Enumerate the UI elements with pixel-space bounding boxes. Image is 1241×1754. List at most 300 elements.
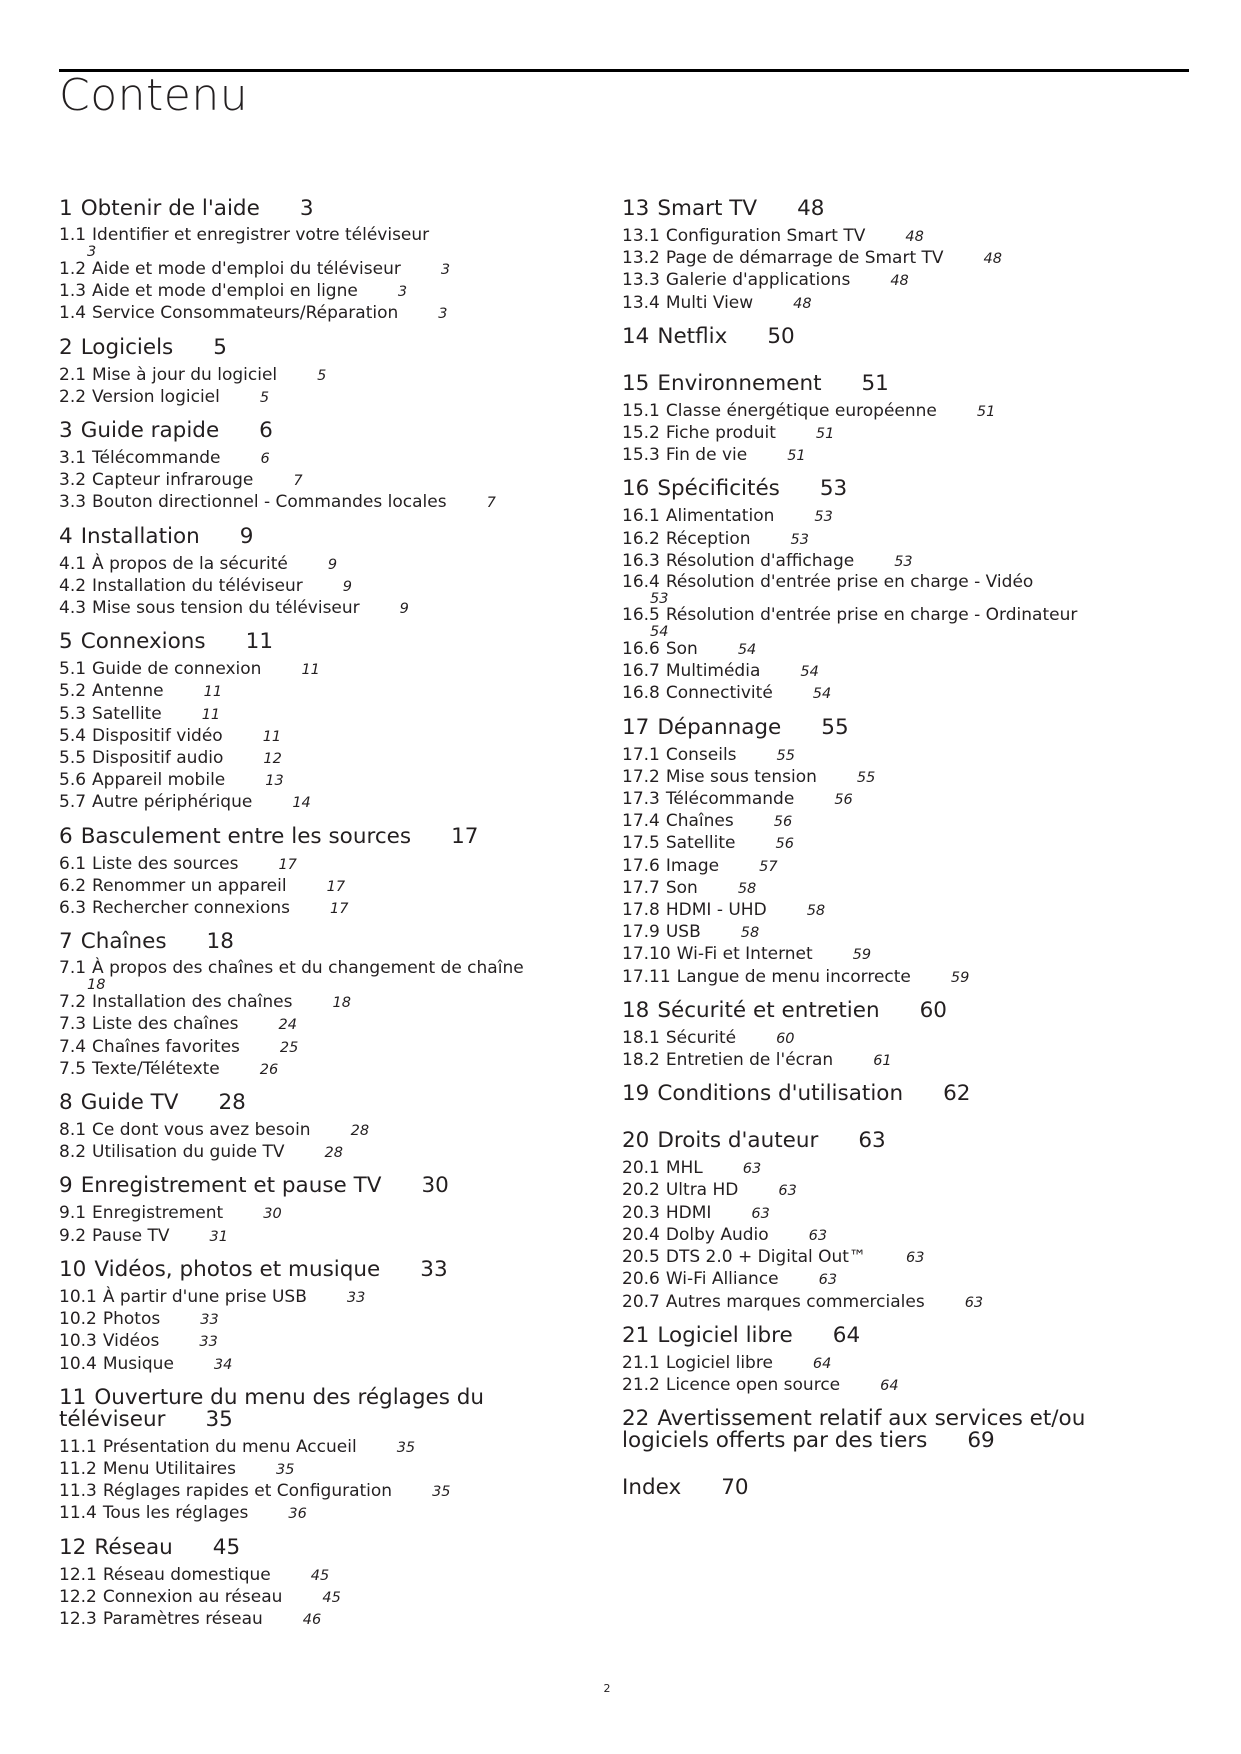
entry-page: 53 (790, 531, 809, 548)
toc-section (622, 370, 1142, 468)
section-title: Avertissement relatif aux services et/ou logiciels offerts par des tiers (622, 1406, 1086, 1454)
toc-entry[interactable] (59, 1587, 579, 1609)
toc-section (59, 631, 579, 814)
toc-section-heading[interactable] (59, 1384, 579, 1432)
toc-section-heading[interactable] (59, 1534, 579, 1560)
entry-page: 46 (302, 1611, 322, 1628)
entry-number: 18.1 (622, 1027, 660, 1048)
toc-entry[interactable] (622, 878, 1142, 900)
toc-entry[interactable] (59, 792, 579, 814)
section-page: 6 (259, 418, 273, 444)
toc-entry[interactable] (622, 551, 1142, 573)
toc-entry[interactable] (622, 1292, 1142, 1314)
entry-number: 20.7 (622, 1291, 660, 1312)
entry-number: 8.1 (59, 1120, 87, 1141)
entry-title: MHL (665, 1158, 703, 1179)
toc-section (622, 714, 1142, 989)
entry-title: Installation du téléviseur (92, 575, 303, 596)
entry-title: Connexion au réseau (102, 1586, 283, 1607)
toc-entry[interactable] (59, 1565, 579, 1587)
toc-entry[interactable] (59, 1609, 579, 1631)
entry-number: 6.1 (59, 853, 87, 874)
entry-title: Autres marques commerciales (665, 1291, 925, 1312)
entry-page: 33 (200, 1312, 219, 1329)
toc-entry[interactable] (622, 944, 1142, 966)
entry-number: 16.6 (622, 639, 660, 660)
toc-section-heading[interactable] (622, 1322, 1142, 1348)
toc-entry[interactable] (59, 1459, 579, 1481)
section-page: 51 (861, 370, 889, 396)
section-number: 2 (59, 334, 73, 360)
entry-number: 17.6 (622, 855, 660, 876)
entry-page: 7 (293, 473, 303, 490)
toc-entry[interactable] (622, 833, 1142, 855)
entry-title: Service Consommateurs/Réparation (92, 303, 399, 324)
section-number: 17 (622, 714, 650, 740)
toc-entry[interactable] (622, 1050, 1142, 1072)
entry-page: 9 (342, 578, 352, 595)
entry-page: 30 (263, 1206, 282, 1223)
toc-entry[interactable] (59, 259, 579, 281)
entry-title: Identifier et enregistrer votre téléviseur (92, 225, 430, 245)
entry-number: 5.7 (59, 792, 87, 813)
entry-page: 6 (260, 451, 270, 468)
toc-section-heading[interactable] (622, 1130, 1142, 1152)
toc-section (59, 1092, 579, 1164)
toc-entry[interactable] (59, 770, 579, 792)
toc-entry[interactable] (59, 598, 579, 620)
entry-page: 64 (812, 1355, 832, 1372)
entry-page: 33 (199, 1334, 218, 1351)
entry-number: 20.6 (622, 1269, 660, 1290)
toc-entry[interactable] (622, 606, 1142, 639)
toc-entry[interactable] (59, 1437, 579, 1459)
toc-section-heading[interactable] (622, 714, 1142, 740)
toc-entry[interactable] (59, 959, 579, 992)
entry-title: Liste des sources (92, 853, 239, 874)
toc-entry[interactable] (622, 767, 1142, 789)
toc-section-heading[interactable] (622, 370, 1142, 396)
entry-title: Paramètres réseau (102, 1608, 263, 1629)
toc-entry[interactable] (622, 1225, 1142, 1247)
entry-title: Ultra HD (665, 1180, 739, 1201)
entry-page: 63 (808, 1227, 828, 1244)
entry-page: 5 (259, 389, 270, 406)
entry-title: Satellite (665, 833, 736, 854)
toc-entry[interactable] (59, 1226, 579, 1248)
toc-entry[interactable] (622, 661, 1142, 683)
section-page: 70 (721, 1475, 749, 1501)
entry-title: Autre périphérique (92, 792, 253, 813)
section-number: 4 (59, 523, 73, 549)
entry-title: Wi-Fi et Internet (676, 944, 813, 965)
section-page: 48 (797, 196, 825, 221)
toc-entry[interactable] (622, 506, 1142, 528)
toc-section (59, 523, 579, 621)
entry-number: 8.2 (59, 1142, 87, 1163)
toc-entry[interactable] (59, 1309, 579, 1331)
toc-entry[interactable] (59, 1287, 579, 1309)
toc-entry[interactable] (59, 876, 579, 898)
toc-section-heading[interactable] (59, 334, 579, 360)
toc-entry[interactable] (622, 967, 1142, 989)
entry-title: Fiche produit (665, 423, 776, 444)
entry-page: 11 (301, 662, 320, 679)
entry-title: Télécommande (665, 789, 795, 810)
toc-entry[interactable] (622, 811, 1142, 833)
section-title: Vidéos, photos et musique (94, 1256, 381, 1282)
entry-title: Chaînes favorites (92, 1036, 240, 1057)
section-title: Droits d'auteur (657, 1128, 819, 1154)
toc-entry[interactable] (622, 401, 1142, 423)
entry-title: Son (665, 639, 698, 660)
toc-section-heading[interactable] (59, 523, 579, 549)
toc-section (622, 1322, 1142, 1397)
section-title: Sécurité et entretien (657, 997, 880, 1023)
entry-number: 18.2 (622, 1050, 660, 1071)
toc-entry[interactable] (59, 1037, 579, 1059)
toc-entry[interactable] (59, 448, 579, 470)
entry-title: Installation des chaînes (92, 992, 293, 1013)
entry-page: 3 (440, 262, 451, 278)
entry-title: Renommer un appareil (92, 875, 287, 896)
entry-page: 56 (834, 792, 853, 809)
toc-entry[interactable] (59, 898, 579, 920)
entry-title: Aide et mode d'emploi en ligne (92, 281, 358, 302)
entry-page: 12 (263, 751, 282, 768)
entry-title: Résolution d'entrée prise en charge - Ordinateur (665, 605, 1078, 626)
toc-section-heading[interactable] (59, 1175, 579, 1197)
toc-section-heading[interactable] (622, 1477, 1142, 1499)
entry-number: 16.2 (622, 528, 660, 549)
entry-page: 48 (905, 229, 924, 245)
toc-entry[interactable] (622, 423, 1142, 445)
toc-entry[interactable] (59, 1481, 579, 1503)
entry-page: 54 (800, 664, 819, 681)
toc-entry[interactable] (622, 248, 1142, 270)
entry-page: 33 (346, 1289, 366, 1306)
toc-section-heading[interactable] (622, 997, 1142, 1023)
toc-entry[interactable] (59, 748, 579, 770)
entry-page: 58 (740, 925, 760, 942)
section-title: Logiciels (80, 334, 174, 360)
toc-section-heading[interactable] (59, 1256, 579, 1282)
entry-title: Connectivité (665, 683, 773, 704)
section-number: 20 (622, 1128, 650, 1154)
entry-title: Enregistrement (92, 1203, 224, 1224)
toc-section (59, 931, 579, 1081)
entry-number: 15.1 (622, 400, 660, 421)
toc-entry[interactable] (622, 789, 1142, 811)
toc-entry[interactable] (622, 639, 1142, 661)
toc-section-heading[interactable] (59, 823, 579, 849)
entry-number: 17.8 (622, 900, 660, 921)
section-title: Netflix (657, 323, 728, 349)
entry-page: 54 (650, 624, 669, 641)
section-title: Conditions d'utilisation (657, 1081, 904, 1107)
entry-number: 10.1 (59, 1286, 97, 1307)
section-page: 33 (420, 1256, 448, 1282)
page-number: 2 (603, 1682, 611, 1695)
toc-entry[interactable] (622, 1180, 1142, 1202)
section-page: 28 (218, 1090, 246, 1116)
toc-section (622, 1408, 1142, 1452)
entry-page: 45 (310, 1567, 330, 1584)
entry-title: À propos de la sécurité (92, 553, 288, 574)
entry-title: Présentation du menu Accueil (102, 1436, 357, 1457)
entry-page: 53 (814, 509, 833, 526)
toc-entry[interactable] (59, 554, 579, 576)
entry-number: 21.2 (622, 1374, 660, 1395)
section-number: 10 (59, 1256, 87, 1282)
entry-number: 12.2 (59, 1586, 97, 1607)
toc-entry[interactable] (59, 1014, 579, 1036)
entry-number: 17.10 (622, 944, 671, 965)
entry-title: Pause TV (92, 1225, 170, 1246)
toc-section-heading[interactable] (59, 631, 579, 653)
toc-section (622, 1083, 1142, 1105)
entry-number: 3.2 (59, 470, 87, 491)
entry-title: Page de démarrage de Smart TV (665, 248, 944, 269)
toc-section-heading[interactable] (622, 323, 1142, 349)
toc-section-heading[interactable] (622, 1408, 1142, 1452)
section-page: 45 (212, 1534, 241, 1560)
entry-number: 5.6 (59, 770, 87, 791)
entry-number: 20.5 (622, 1247, 660, 1268)
toc-entry[interactable] (59, 1203, 579, 1225)
entry-number: 17.2 (622, 766, 660, 787)
entry-page: 61 (873, 1053, 892, 1070)
toc-entry[interactable] (622, 1353, 1142, 1375)
toc-section-heading[interactable] (622, 478, 1142, 500)
entry-title: Guide de connexion (92, 659, 262, 680)
toc-entry[interactable] (59, 704, 579, 726)
section-title: Installation (80, 523, 200, 549)
section-number: 22 (622, 1406, 650, 1432)
entry-page: 63 (905, 1250, 925, 1267)
entry-number: 5.1 (59, 659, 87, 680)
section-spacer (59, 1631, 579, 1642)
entry-page: 25 (279, 1039, 299, 1056)
section-title: Environnement (657, 370, 822, 396)
section-spacer (622, 1505, 1142, 1524)
section-page: 9 (239, 523, 254, 549)
entry-page: 58 (737, 880, 757, 897)
toc-entry[interactable] (622, 922, 1142, 944)
toc-section-heading[interactable] (59, 420, 579, 442)
entry-number: 7.5 (59, 1058, 87, 1079)
entry-title: Chaînes (665, 811, 734, 832)
toc-entry[interactable] (59, 1120, 579, 1142)
toc-entry[interactable] (622, 1247, 1142, 1269)
toc-section (622, 323, 1142, 349)
entry-number: 4.2 (59, 575, 87, 596)
section-number: 3 (59, 418, 73, 444)
entry-number: 10.3 (59, 1331, 97, 1352)
entry-number: 3.1 (59, 448, 87, 469)
entry-title: Wi-Fi Alliance (665, 1269, 779, 1290)
toc-entry[interactable] (59, 1142, 579, 1164)
entry-page: 51 (815, 426, 835, 443)
entry-title: Bouton directionnel - Commandes locales (92, 492, 447, 513)
toc-entry[interactable] (622, 445, 1142, 467)
entry-number: 17.9 (622, 922, 660, 943)
toc-entry[interactable] (59, 470, 579, 492)
toc-section (59, 1175, 579, 1247)
toc-entry[interactable] (59, 659, 579, 681)
section-page: 11 (245, 629, 273, 655)
entry-number: 20.4 (622, 1224, 660, 1245)
section-page: 35 (205, 1406, 233, 1432)
toc-entry[interactable] (59, 681, 579, 703)
entry-page: 3 (397, 284, 408, 301)
entry-number: 11.1 (59, 1436, 97, 1457)
toc-entry[interactable] (59, 1059, 579, 1081)
toc-entry[interactable] (59, 365, 579, 387)
entry-number: 17.1 (622, 744, 660, 765)
toc-section-heading[interactable] (622, 198, 1142, 220)
entry-number: 21.1 (622, 1352, 660, 1373)
entry-number: 7.3 (59, 1014, 87, 1035)
entry-page: 51 (787, 448, 806, 465)
toc-entry[interactable] (622, 226, 1142, 248)
toc-entry[interactable] (622, 1203, 1142, 1225)
section-page: 3 (299, 196, 314, 221)
section-title: Chaînes (80, 929, 167, 955)
section-title: Spécificités (657, 476, 780, 502)
toc-section (59, 823, 579, 921)
toc-entry[interactable] (59, 854, 579, 876)
entry-page: 55 (776, 747, 795, 764)
toc-section (59, 1534, 579, 1632)
entry-page: 17 (278, 856, 297, 873)
toc-entry[interactable] (622, 270, 1142, 292)
entry-title: Fin de vie (665, 445, 748, 466)
entry-number: 16.4 (622, 572, 660, 593)
toc-right-column (622, 198, 1142, 1524)
entry-title: Liste des chaînes (92, 1014, 239, 1035)
section-title: Index (622, 1475, 682, 1501)
entry-title: Musique (102, 1353, 174, 1374)
toc-entry[interactable] (622, 1158, 1142, 1180)
toc-section (59, 1384, 579, 1526)
entry-number: 17.5 (622, 833, 660, 854)
section-page: 5 (213, 334, 227, 360)
entry-page: 59 (950, 969, 970, 986)
toc-entry[interactable] (622, 1028, 1142, 1050)
entry-number: 11.3 (59, 1481, 97, 1502)
toc-section-heading[interactable] (59, 198, 579, 220)
entry-number: 9.2 (59, 1225, 87, 1246)
entry-page: 56 (773, 814, 793, 831)
toc-entry[interactable] (622, 293, 1142, 315)
entry-title: HDMI - UHD (665, 900, 767, 921)
entry-title: À partir d'une prise USB (102, 1286, 307, 1307)
toc-entry[interactable] (622, 1269, 1142, 1291)
entry-title: Conseils (665, 744, 737, 765)
section-page: 62 (943, 1081, 971, 1107)
entry-title: Sécurité (665, 1027, 737, 1048)
toc-entry[interactable] (59, 1503, 579, 1525)
entry-title: Réception (665, 528, 751, 549)
entry-number: 3.3 (59, 492, 87, 513)
entry-title: USB (665, 922, 701, 943)
entry-page: 63 (778, 1183, 797, 1200)
entry-page: 48 (890, 273, 909, 290)
toc-entry[interactable] (59, 226, 579, 259)
toc-entry[interactable] (59, 281, 579, 303)
toc-entry[interactable] (59, 726, 579, 748)
entry-number: 17.4 (622, 811, 660, 832)
toc-section-heading[interactable] (59, 1092, 579, 1114)
toc-entry[interactable] (622, 529, 1142, 551)
section-title: Smart TV (657, 196, 758, 221)
entry-number: 4.3 (59, 598, 87, 619)
toc-section (59, 420, 579, 515)
section-title: Enregistrement et pause TV (80, 1173, 382, 1199)
entry-title: Réseau domestique (102, 1564, 271, 1585)
entry-page: 11 (201, 706, 221, 723)
toc-entry[interactable] (59, 576, 579, 598)
toc-entry[interactable] (622, 745, 1142, 767)
toc-section-heading[interactable] (59, 931, 579, 953)
toc-entry[interactable] (59, 387, 579, 409)
entry-page: 31 (209, 1228, 228, 1245)
section-page: 50 (767, 323, 795, 349)
section-title: Basculement entre les sources (80, 823, 412, 849)
entry-number: 5.4 (59, 725, 87, 746)
toc-entry[interactable] (622, 856, 1142, 878)
entry-title: Mise sous tension du téléviseur (92, 598, 360, 619)
section-number: 8 (59, 1090, 73, 1116)
toc-entry[interactable] (59, 1354, 579, 1376)
section-number: 1 (59, 196, 73, 221)
toc-section (59, 198, 579, 326)
entry-number: 13.2 (622, 248, 660, 269)
toc-section-heading[interactable] (622, 1083, 1142, 1105)
toc-entry[interactable] (59, 992, 579, 1014)
entry-number: 17.3 (622, 789, 660, 810)
entry-page: 48 (793, 295, 812, 312)
toc-entry[interactable] (59, 303, 579, 325)
entry-title: Mise sous tension (665, 766, 817, 787)
entry-page: 48 (983, 251, 1002, 268)
entry-title: Appareil mobile (92, 770, 226, 791)
entry-page: 59 (852, 947, 872, 964)
entry-page: 63 (818, 1272, 838, 1289)
entry-title: Vidéos (102, 1331, 160, 1352)
entry-number: 7.1 (59, 958, 87, 979)
entry-title: Satellite (92, 703, 162, 724)
toc-section (622, 198, 1142, 315)
section-number: 15 (622, 370, 650, 396)
entry-number: 2.1 (59, 364, 87, 385)
entry-title: Alimentation (665, 506, 775, 527)
entry-page: 17 (330, 901, 349, 918)
toc-entry[interactable] (622, 573, 1142, 606)
section-title: Guide TV (80, 1090, 179, 1116)
toc-entry[interactable] (622, 900, 1142, 922)
toc-entry[interactable] (59, 492, 579, 514)
entry-number: 20.1 (622, 1158, 660, 1179)
section-page: 17 (451, 823, 479, 849)
toc-entry[interactable] (622, 683, 1142, 705)
entry-page: 53 (894, 553, 913, 570)
toc-entry[interactable] (622, 1375, 1142, 1397)
toc-entry[interactable] (59, 1331, 579, 1353)
section-title: Ouverture du menu des réglages du téléviseur (59, 1384, 485, 1432)
toc-section (59, 334, 579, 409)
